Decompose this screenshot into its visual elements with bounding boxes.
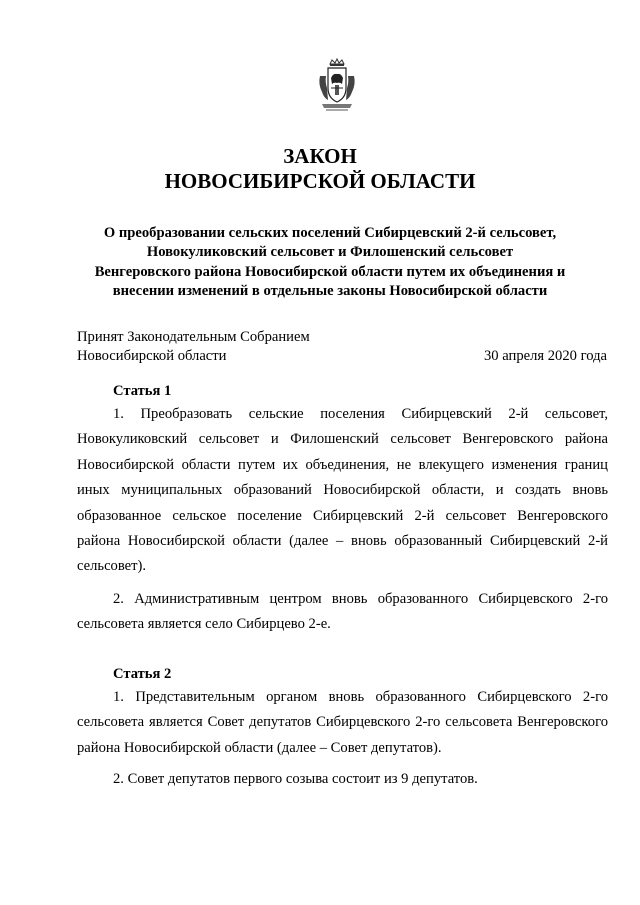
adoption-line: Принят Законодательным Собранием (77, 329, 310, 345)
coat-of-arms-icon (316, 58, 358, 112)
article-heading: Статья 1 (113, 383, 172, 399)
subject-line: Новокуликовский сельсовет и Филошенский сельсовет (146, 244, 514, 261)
article-paragraph: 2. Совет депутатов первого созыва состоит из 9 депутатов. (113, 771, 478, 787)
article-paragraph: 1. Преобразовать сельские поселения Сибирцевский 2-й сельсовет, Новокуликовский сельсовет и Филошенский сельсовет Венгеровского района Новосибирской области путем их объединения, не влекущего изменения границ иных муниципальных образований Новосибирской области, и создать вновь образованное сельское поселение Сибирцевский 2-й сельсовет Венгеровского района Новосибирской области (далее – вновь образованный Сибирцевский 2-й сельсовет). (77, 406, 608, 575)
article-heading: Статья 2 (113, 666, 172, 682)
adoption-block (77, 328, 607, 366)
law-subject (70, 224, 590, 301)
adoption-date: 30 апреля 2020 года (484, 348, 607, 364)
article-paragraph: 1. Представительным органом вновь образованного Сибирцевского 2-го сельсовета является Совет депутатов Сибирцевского 2-го сельсовета Венгеровского района Новосибирской области (далее – Совет депутатов). (77, 689, 608, 756)
subject-line: Венгеровского района Новосибирской области путем их объединения и (94, 263, 566, 280)
article-paragraph: 2. Административным центром вновь образованного Сибирцевского 2-го сельсовета является село Сибирцево 2-е. (77, 591, 608, 633)
subject-line: О преобразовании сельских поселений Сибирцевский 2-й сельсовет, (103, 225, 557, 241)
subject-line: внесении изменений в отдельные законы Новосибирской области (112, 282, 548, 299)
adoption-line: Новосибирской области (77, 348, 227, 364)
law-title-line2: НОВОСИБИРСКОЙ ОБЛАСТИ (164, 169, 476, 193)
law-title-line1: ЗАКОН (283, 144, 357, 168)
